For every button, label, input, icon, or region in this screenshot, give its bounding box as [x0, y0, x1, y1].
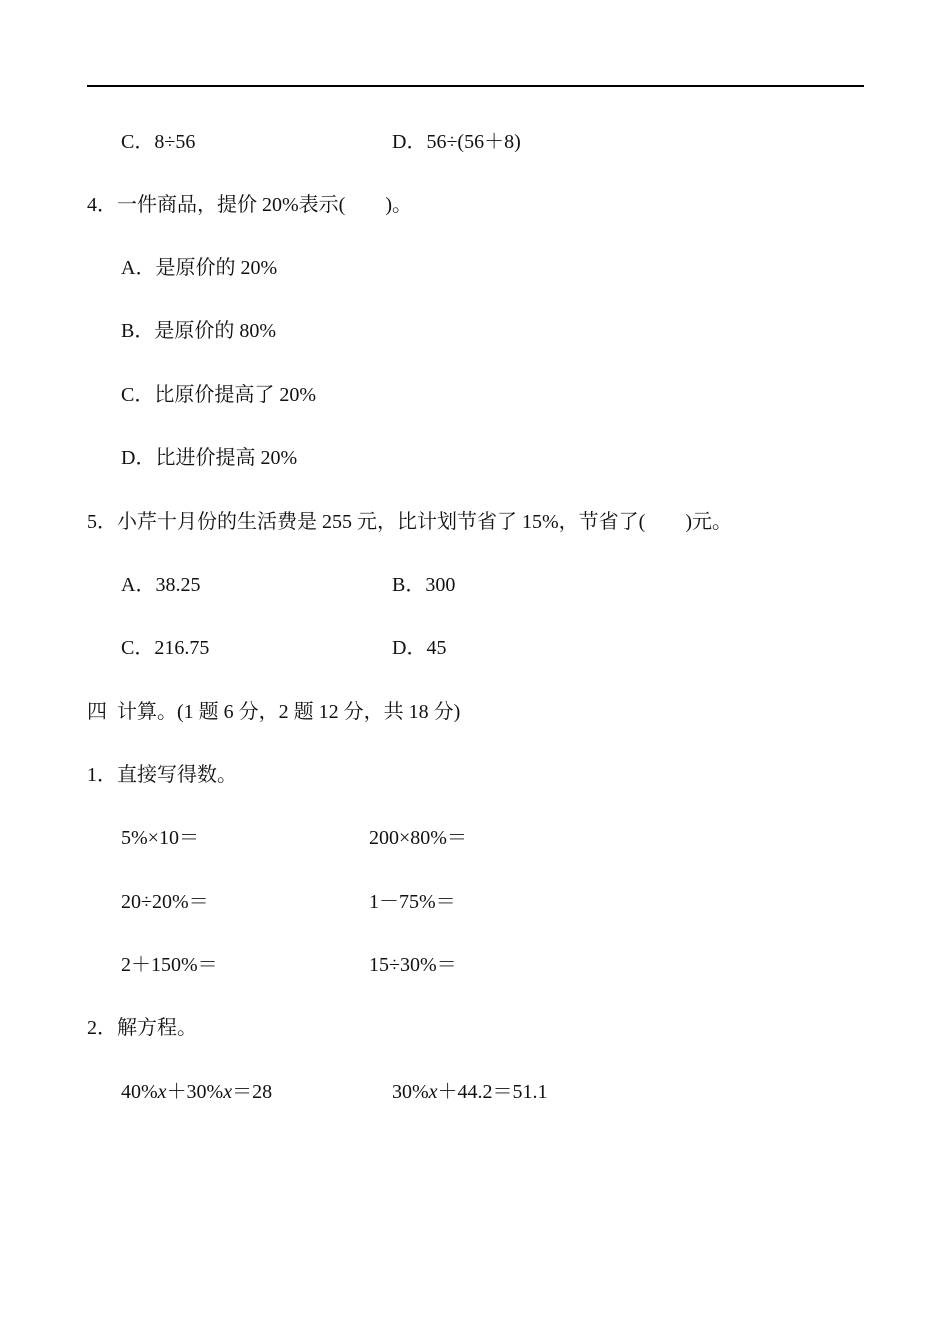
equation: 30%x＋44.2＝51.1 [392, 1081, 548, 1103]
calc-item: 15÷30%＝ [369, 954, 457, 976]
q5-option-d: D．45 [392, 637, 447, 659]
part1-title: 1．直接写得数。 [87, 764, 237, 786]
calc-item: 200×80%＝ [369, 827, 467, 849]
variable-x: x [223, 1081, 233, 1103]
variable-x: x [428, 1081, 438, 1103]
q4-question: 4．一件商品，提价 20%表示( )。 [87, 194, 412, 216]
calc-item: 1－75%＝ [369, 891, 456, 913]
q3-option-d: D．56÷(56＋8) [392, 131, 521, 153]
q4-option-c: C．比原价提高了 20% [121, 384, 316, 406]
calc-item: 2＋150%＝ [121, 954, 218, 976]
q5-option-b: B．300 [392, 574, 456, 596]
part2-title: 2．解方程。 [87, 1017, 197, 1039]
q4-option-a: A．是原价的 20% [121, 257, 278, 279]
q4-option-b: B．是原价的 80% [121, 320, 276, 342]
equation: 40%x＋30%x＝28 [121, 1081, 273, 1103]
q5-option-a: A．38.25 [121, 574, 201, 596]
header-rule [87, 85, 864, 87]
variable-x: x [157, 1081, 167, 1103]
section-title: 四 计算。(1 题 6 分，2 题 12 分，共 18 分) [87, 701, 461, 723]
q3-option-c: C．8÷56 [121, 131, 196, 153]
q5-option-c: C．216.75 [121, 637, 210, 659]
q5-question: 5．小芹十月份的生活费是 255 元，比计划节省了 15%，节省了( )元。 [87, 511, 732, 533]
calc-item: 5%×10＝ [121, 827, 199, 849]
q4-option-d: D．比进价提高 20% [121, 447, 298, 469]
calc-item: 20÷20%＝ [121, 891, 209, 913]
